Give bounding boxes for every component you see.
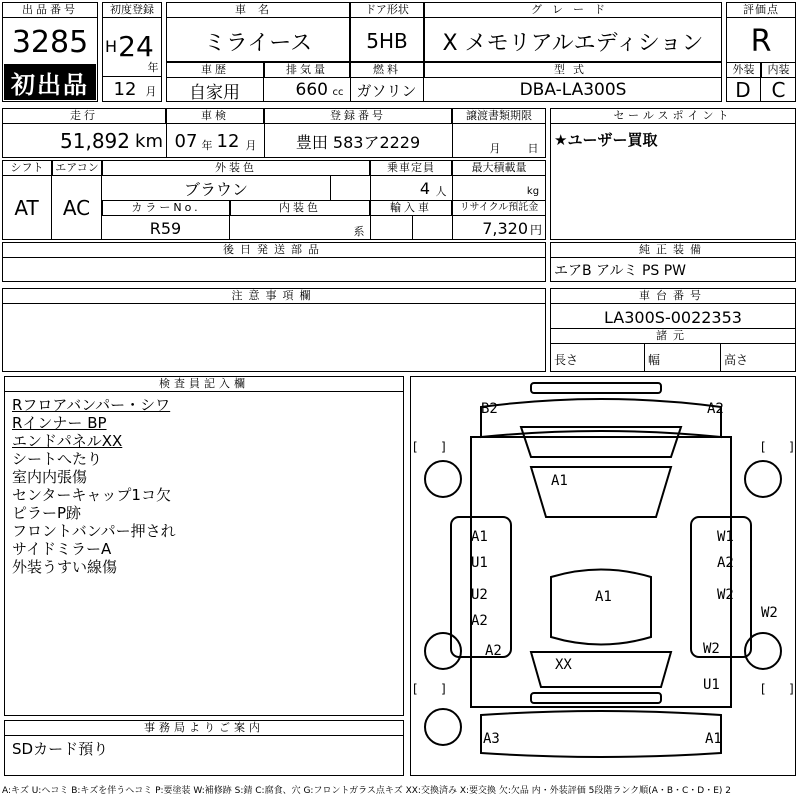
inspector-line: フロントバンパー押され: [12, 522, 176, 540]
damage-code: W2: [761, 605, 778, 621]
ext-color: ブラウン: [183, 179, 248, 199]
chassis-number: LA300S-0022353: [604, 307, 742, 327]
chassis-label: 車台番号: [550, 288, 796, 304]
history-label: 車歴: [166, 62, 264, 78]
inspector-line: 外装うすい線傷: [12, 558, 118, 576]
grade: X メモリアルエディション: [442, 30, 704, 56]
damage-code: A1: [595, 589, 612, 605]
transfer-day-unit: 日: [527, 142, 539, 155]
interior-label: 内装: [761, 62, 796, 78]
car-name-label: 車名: [166, 2, 350, 18]
height-label: 高さ: [724, 352, 749, 367]
displacement-label: 排気量: [264, 62, 350, 78]
inspector-line: Rフロアバンパー・シワ: [12, 396, 171, 414]
svg-text:]: ]: [789, 440, 794, 454]
car-name: ミライース: [203, 30, 313, 56]
inspection-year-unit: 年: [201, 139, 213, 152]
capacity-label: 乗車定員: [370, 160, 452, 176]
exterior-grade: D: [726, 78, 761, 102]
year-unit: 年: [147, 61, 159, 74]
legend: A:キズ U:ヘコミ B:キズを伴うヘコミ P:要塗装 W:補修跡 S:錆 C:腐食、穴 G:フロントガラス点キズ XX:交換済み X:要交換 欠:欠品 内・外装評価 5段階ランク順(A・B・C・D・E) 2: [2, 785, 732, 796]
recycle-fee: 7,320: [482, 218, 528, 238]
inspector-line: Rインナー BP: [12, 414, 107, 432]
plate: 豊田 583ア2229: [295, 132, 421, 152]
inspector-lines: [4, 394, 400, 714]
inspector-line: エンドパネルXX: [12, 432, 123, 450]
inspector-line: サイドミラーA: [12, 540, 112, 558]
ext-color-label: 外装色: [102, 160, 370, 176]
door-type: 5HB: [366, 29, 408, 53]
office-label: 事務局よりご案内: [4, 720, 404, 736]
sales-point: ★ユーザー買取: [554, 130, 658, 149]
damage-code: B2: [481, 401, 498, 417]
inspector-line: ピラーP跡: [12, 504, 82, 522]
svg-text:[: [: [761, 440, 766, 454]
damage-code: A3: [483, 731, 500, 747]
inspector-line: 室内内張傷: [12, 468, 88, 486]
damage-code: W2: [717, 587, 734, 603]
later-parts-label: 後日発送部品: [2, 242, 546, 258]
fuel-label: 燃料: [350, 62, 424, 78]
plate-label: 登録番号: [264, 108, 452, 124]
capacity: 4: [419, 178, 430, 198]
mileage: 51,892: [60, 129, 130, 153]
fuel: ガソリン: [350, 78, 424, 102]
displacement: 660: [295, 80, 328, 100]
ac: AC: [52, 176, 102, 240]
damage-code: A2: [471, 613, 488, 629]
recycle-label: リサイクル預託金: [452, 200, 546, 216]
inspection-label: 車検: [166, 108, 264, 124]
svg-text:]: ]: [789, 682, 794, 696]
damage-code: A1: [551, 473, 568, 489]
damage-code: W2: [703, 641, 720, 657]
svg-text:]: ]: [441, 682, 446, 696]
first-reg-month: 12: [113, 78, 137, 100]
notes-label: 注意事項欄: [2, 288, 546, 304]
history: 自家用: [166, 78, 264, 102]
score-label: 評価点: [726, 2, 796, 18]
equipment-label: 純正装備: [550, 242, 796, 258]
recycle-unit: 円: [529, 222, 542, 237]
svg-text:]: ]: [441, 440, 446, 454]
damage-code: A1: [471, 529, 488, 545]
score: R: [750, 23, 772, 59]
load-label: 最大積載量: [452, 160, 546, 176]
inspector-line: センターキャップ1コ欠: [12, 486, 171, 504]
color-no: R59: [102, 216, 230, 240]
spec-label: 諸元: [550, 328, 796, 344]
office-note: SDカード預り: [12, 739, 109, 758]
shift: AT: [2, 176, 52, 240]
era: H: [104, 36, 118, 56]
damage-code: A2: [485, 643, 502, 659]
inspector-line: シートへたり: [12, 450, 103, 468]
mileage-unit: km: [135, 130, 163, 152]
shift-label: シフト: [2, 160, 52, 176]
first-listing-badge: 初出品: [4, 64, 96, 100]
sales-point-label: セールスポイント: [550, 108, 796, 124]
svg-text:[: [: [413, 440, 418, 454]
lot-number: 3285: [11, 24, 89, 60]
interior-grade: C: [771, 78, 786, 102]
load-unit: kg: [526, 185, 540, 197]
capacity-unit: 人: [435, 185, 447, 198]
grade-label: グレード: [424, 2, 722, 18]
first-reg-year: 24: [118, 29, 154, 63]
transfer-label: 譲渡書類期限: [452, 108, 546, 124]
inspection-month-unit: 月: [245, 139, 257, 152]
import-label: 輸入車: [370, 200, 452, 216]
month-unit: 月: [145, 85, 157, 98]
damage-code: U2: [471, 587, 488, 603]
damage-code: A1: [705, 731, 722, 747]
width-label: 幅: [648, 352, 661, 367]
svg-text:[: [: [413, 682, 418, 696]
inspection-month: 12: [216, 130, 240, 152]
damage-code: U1: [703, 677, 720, 693]
damage-code: A2: [707, 401, 724, 417]
equipment: エアB アルミ PS PW: [554, 263, 687, 279]
lot-label: 出品番号: [2, 2, 98, 18]
door-label: ドア形状: [350, 2, 424, 18]
mileage-label: 走行: [2, 108, 166, 124]
damage-code: U1: [471, 555, 488, 571]
damage-code: W1: [717, 529, 734, 545]
int-color-unit: 系: [353, 225, 365, 238]
transfer-month-unit: 月: [489, 142, 501, 155]
damage-code: XX: [555, 657, 572, 673]
ac-label: エアコン: [52, 160, 102, 176]
damage-code: A2: [717, 555, 734, 571]
color-no-label: カラーNo.: [102, 200, 230, 216]
model: DBA-LA300S: [519, 80, 627, 100]
exterior-label: 外装: [726, 62, 761, 78]
first-reg-label: 初度登録: [102, 2, 162, 18]
displacement-unit: cc: [332, 86, 344, 98]
damage-diagram: [410, 376, 796, 776]
length-label: 長さ: [554, 352, 579, 367]
car-outline-svg: [411, 377, 795, 775]
model-label: 型式: [424, 62, 722, 78]
svg-text:[: [: [761, 682, 766, 696]
inspector-label: 検査員記入欄: [4, 376, 404, 392]
inspection-year: 07: [174, 130, 198, 152]
int-color-label: 内装色: [230, 200, 370, 216]
